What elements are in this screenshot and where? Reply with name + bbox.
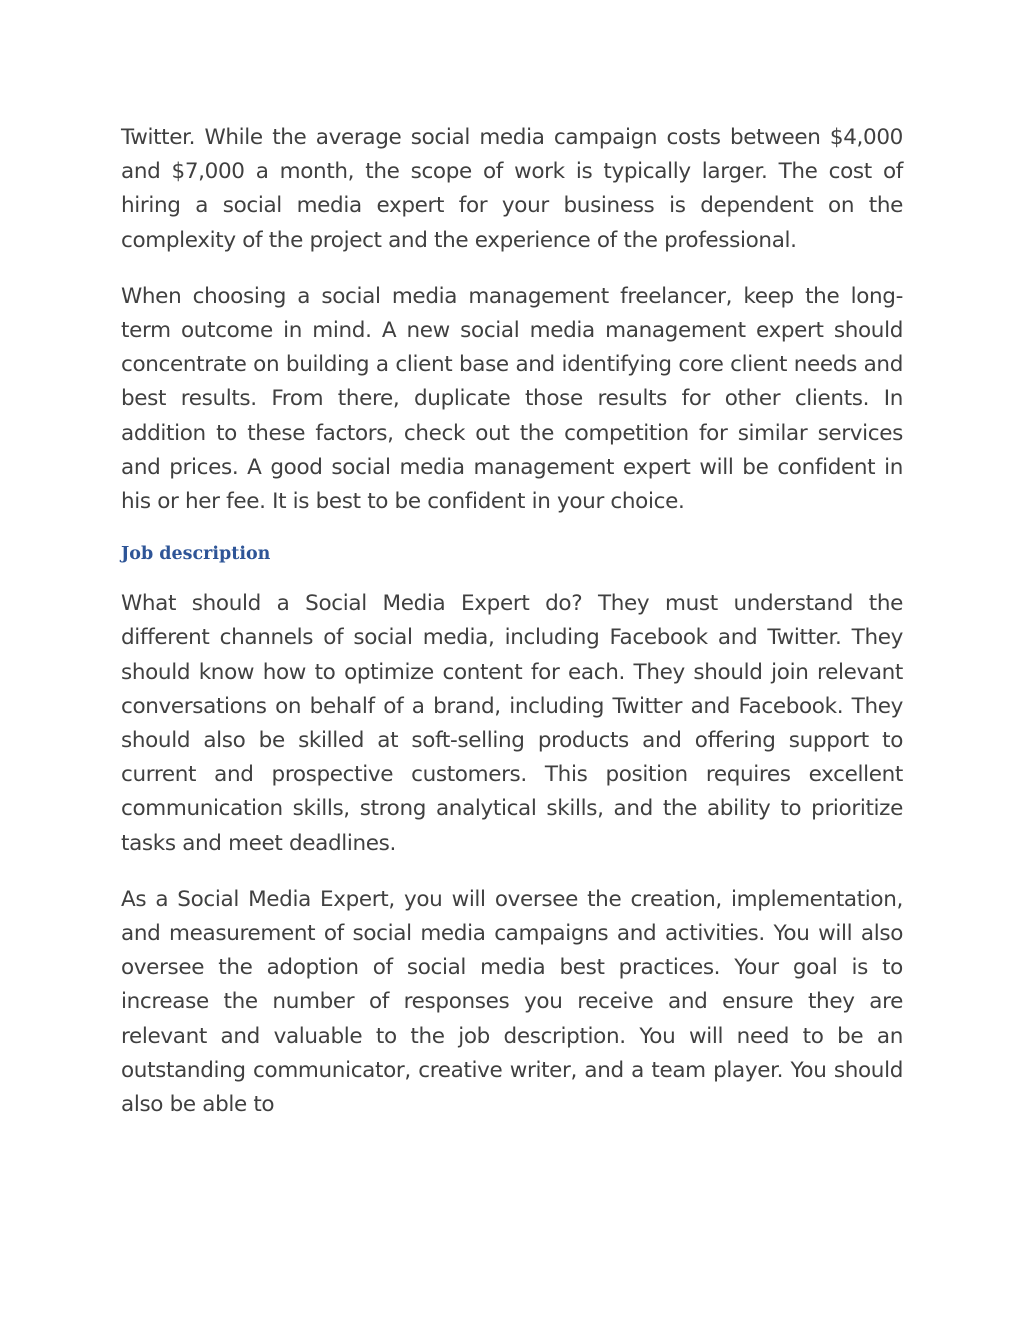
section-heading-job-description: Job description: [121, 544, 271, 565]
paragraph-cost: Twitter. While the average social media campaign costs between $4,000 and $7,000 a month, the scope of work is typically larger. The cost of hiring a social media expert for your business is dependent on the complexity of the project and the experience of the professional.: [121, 125, 903, 253]
paragraph-expert-role: As a Social Media Expert, you will oversee the creation, implementation, and measurement of social media campaigns and activities. You will also oversee the adoption of social media best practices. Your goal is to increase the number of responses you receive and ensure they are relevant and valuable to the job description. You will need to be an outstanding communicator, creative writer, and a team player. You should also be able to: [121, 886, 903, 1118]
paragraph-expert-duties: What should a Social Media Expert do? They must understand the different channels of social media, including Facebook and Twitter. They should know how to optimize content for each. They should join relevant conversations on behalf of a brand, including Twitter and Facebook. They should also be skilled at soft-selling products and offering support to current and prospective customers. This position requires excellent communication skills, strong analytical skills, and the ability to prioritize tasks and meet deadlines.: [121, 591, 903, 856]
paragraph-choosing-freelancer: When choosing a social media management freelancer, keep the long-term outcome in mind. A new social media management expert should concentrate on building a client base and identifying core client needs and best results. From there, duplicate those results for other clients. In addition to these factors, check out the competition for similar services and prices. A good social media management expert will be confident in his or her fee. It is best to be confident in your choice.: [121, 283, 903, 515]
document-page: [121, 121, 903, 1144]
